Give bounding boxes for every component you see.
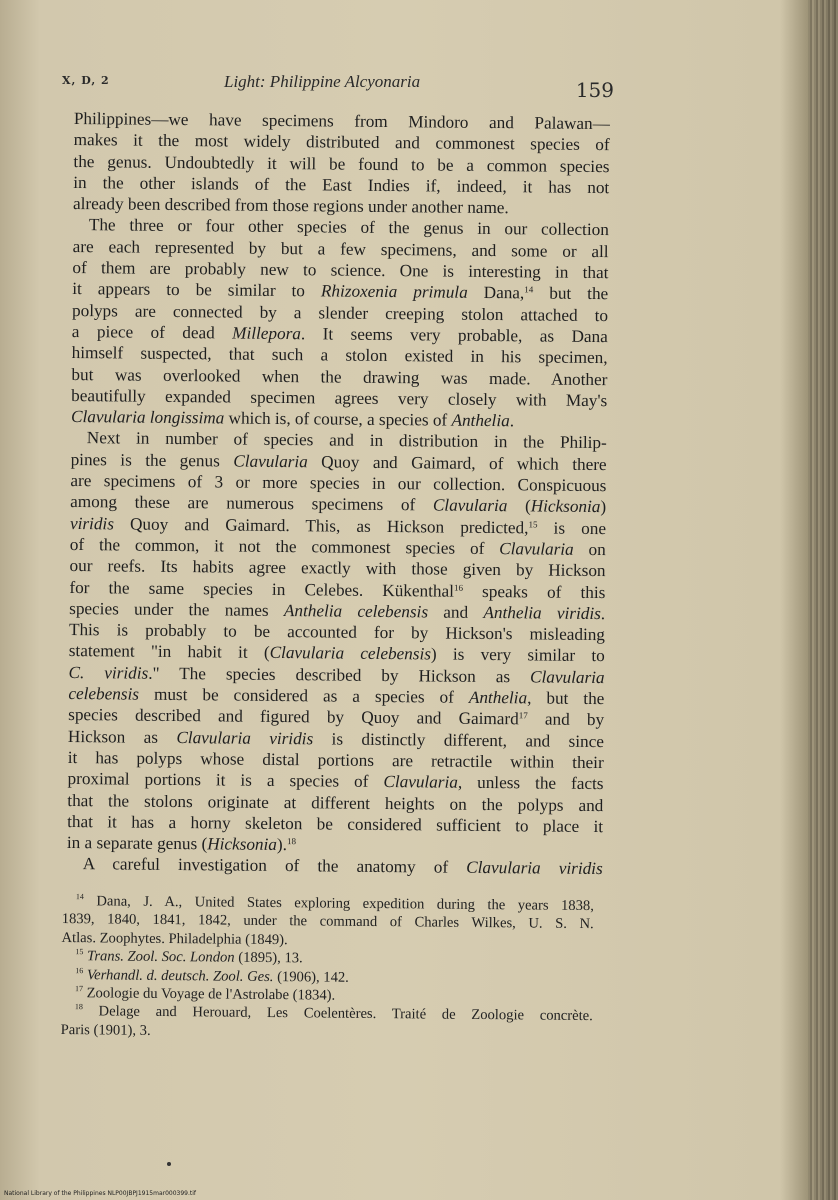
- footnote-ref: 15: [75, 947, 84, 957]
- italic-term: Clavularia: [432, 495, 508, 516]
- italic-term: Millepora: [232, 323, 302, 344]
- footnote-ref: 18: [74, 1002, 83, 1012]
- italic-term: Clavularia celebensis: [269, 643, 432, 664]
- footnotes: [61, 892, 594, 1044]
- text-run: and by: [527, 709, 605, 730]
- text-run: statement "in habit it (: [68, 641, 270, 663]
- footnote-ref: 14: [75, 892, 84, 902]
- text-run: Atlas. Zoophytes. Philadelphia (1849).: [61, 929, 288, 948]
- text-run: ): [600, 497, 607, 517]
- text-run: 1839, 1840, 1841, 1842, under the command of Charles Wilkes, U. S. N.: [61, 911, 594, 933]
- text-run: that the stolons originate at different heights on the polyps and: [67, 790, 604, 815]
- text-run: already been described from those regions under another name.: [72, 194, 509, 218]
- text-run: Hickson as: [67, 726, 177, 747]
- text-run: is distinctly different, and since: [313, 728, 605, 751]
- text-run: (: [507, 496, 531, 516]
- text-run: it appears to be similar to: [72, 279, 322, 301]
- italic-term: Clavularia viridis: [466, 858, 603, 879]
- text-run: polyps are connected by a slender creeping stolon attached to: [71, 300, 609, 325]
- text-run: are each represented by but a few specimens, and some or all: [72, 236, 609, 261]
- text-run: on: [573, 539, 606, 560]
- text-run: Zoologie du Voyage de l'Astrolabe (1834).: [82, 985, 336, 1004]
- footnote-ref: 16: [453, 582, 464, 593]
- text-run: the genus. Undoubtedly it will be found to be a common species: [73, 151, 610, 176]
- text-run: but the: [533, 283, 609, 304]
- italic-term: Clavularia: [529, 667, 605, 687]
- text-run: Philippines—we have specimens from Mindoro and Palawan—: [73, 108, 610, 134]
- text-run: .: [600, 603, 606, 623]
- text-run: our reefs. Its habits agree exactly with those given by Hickson: [69, 556, 606, 581]
- text-run: pines is the genus: [70, 449, 234, 471]
- text-run: which is, of course, a species of: [224, 408, 452, 430]
- text-run: speaks of this: [462, 581, 606, 602]
- running-header: [62, 72, 614, 102]
- text-run: is one: [537, 518, 607, 538]
- text-run: in the other islands of the East Indies if, indeed, it has not: [73, 172, 610, 198]
- text-run: The three or four other species of the genus in our collection: [88, 215, 609, 240]
- footnote-ref: 17: [518, 710, 528, 721]
- italic-term: Rhizoxenia primula: [320, 281, 468, 303]
- italic-term: Trans. Zool. Soc. London: [86, 948, 235, 966]
- italic-term: Anthelia: [451, 410, 510, 431]
- text-run: beautifully expanded specimen agrees very closely with May's: [71, 385, 608, 410]
- text-run: and: [427, 602, 484, 622]
- body-text: [67, 108, 610, 880]
- text-run: a piece of dead: [71, 321, 233, 343]
- text-run: Paris (1901), 3.: [60, 1021, 151, 1039]
- italic-term: Anthelia: [468, 687, 528, 708]
- text-run: are specimens of 3 or more species in our collection. Conspicuous: [70, 471, 607, 496]
- italic-term: Hicksonia: [207, 834, 278, 855]
- text-run: but was overlooked when the drawing was made. Another: [71, 364, 608, 389]
- italic-term: Verhandl. d. deutsch. Zool. Ges.: [86, 966, 274, 985]
- page-number: 159: [575, 78, 614, 102]
- text-line: [67, 853, 603, 879]
- text-run: A careful investigation of the anatomy of: [82, 854, 467, 878]
- italic-term: Clavularia: [383, 772, 458, 792]
- ink-dot: [167, 1162, 171, 1166]
- italic-term: celebensis: [68, 683, 140, 704]
- text-run: Dana,: [467, 283, 525, 303]
- footnote-ref: 17: [75, 984, 84, 994]
- italic-term: C. viridis: [68, 662, 149, 683]
- italic-term: Hicksonia: [530, 496, 601, 517]
- book-spine: [808, 0, 838, 1200]
- text-run: ." The species described by Hickson as: [148, 663, 531, 687]
- running-title: Light: Philippine Alcyonaria: [224, 72, 421, 91]
- text-run: Quoy and Gaimard. This, as Hickson predicted,: [113, 514, 529, 538]
- text-run: proximal portions it is a species of: [67, 769, 384, 792]
- text-run: among these are numerous specimens of: [70, 492, 433, 515]
- italic-term: Anthelia viridis: [483, 602, 601, 623]
- text-run: species described and figured by Quoy and Gaimard: [68, 705, 519, 729]
- italic-term: Anthelia celebensis: [283, 600, 429, 622]
- italic-term: Clavularia: [233, 451, 308, 472]
- text-run: Quoy and Gaimard, of which there: [307, 452, 607, 474]
- text-run: (1906), 142.: [273, 968, 349, 986]
- text-run: , but the: [527, 688, 605, 709]
- footnote-ref: 15: [528, 519, 538, 530]
- text-run: species under the names: [69, 598, 285, 620]
- text-run: This is probably to be accounted for by Hickson's misleading: [68, 620, 606, 645]
- text-run: Delage and Herouard, Les Coelentères. Traité de Zoologie concrète.: [82, 1003, 593, 1025]
- text-run: makes it the most widely distributed and commonest species of: [73, 130, 610, 155]
- footnote-ref: 18: [286, 836, 297, 847]
- text-run: ).: [276, 835, 288, 855]
- scan-label: National Library of the Philippines NLP00JBPJ1915mar000399.tif: [4, 1190, 197, 1197]
- footnote-ref: 16: [75, 965, 84, 975]
- text-run: himself suspected, that such a stolon existed in his specimen,: [71, 343, 608, 368]
- text-run: must be considered as a species of: [138, 684, 469, 707]
- text-run: Next in number of species and in distribution in the Philip-: [86, 428, 607, 453]
- text-run: that it has a horny skeleton be considered sufficient to place it: [67, 811, 604, 836]
- text-run: (1895), 13.: [234, 949, 303, 967]
- text-run: in a separate genus (: [66, 833, 208, 854]
- text-run: of them are probably new to science. One is interesting in that: [72, 258, 609, 283]
- text-run: . It seems very probable, as Dana: [300, 324, 608, 347]
- italic-term: Clavularia longissima: [70, 407, 225, 428]
- footnote-ref: 14: [524, 284, 534, 295]
- running-section: X, D, 2: [62, 74, 110, 87]
- text-run: it has polyps whose distal portions are retractile within their: [67, 747, 604, 773]
- text-run: .: [509, 411, 515, 431]
- italic-term: Clavularia viridis: [176, 727, 314, 748]
- text-run: Dana, J. A., United States exploring expedition during the years 1838,: [83, 893, 594, 915]
- text-run: ) is very similar to: [430, 644, 605, 666]
- italic-term: viridis: [69, 513, 115, 534]
- text-run: for the same species in Celebes. Kükenthal: [69, 577, 455, 601]
- text-run: , unless the facts: [457, 772, 604, 794]
- text-run: of the common, it not the commonest species of: [69, 534, 500, 559]
- italic-term: Clavularia: [499, 539, 574, 559]
